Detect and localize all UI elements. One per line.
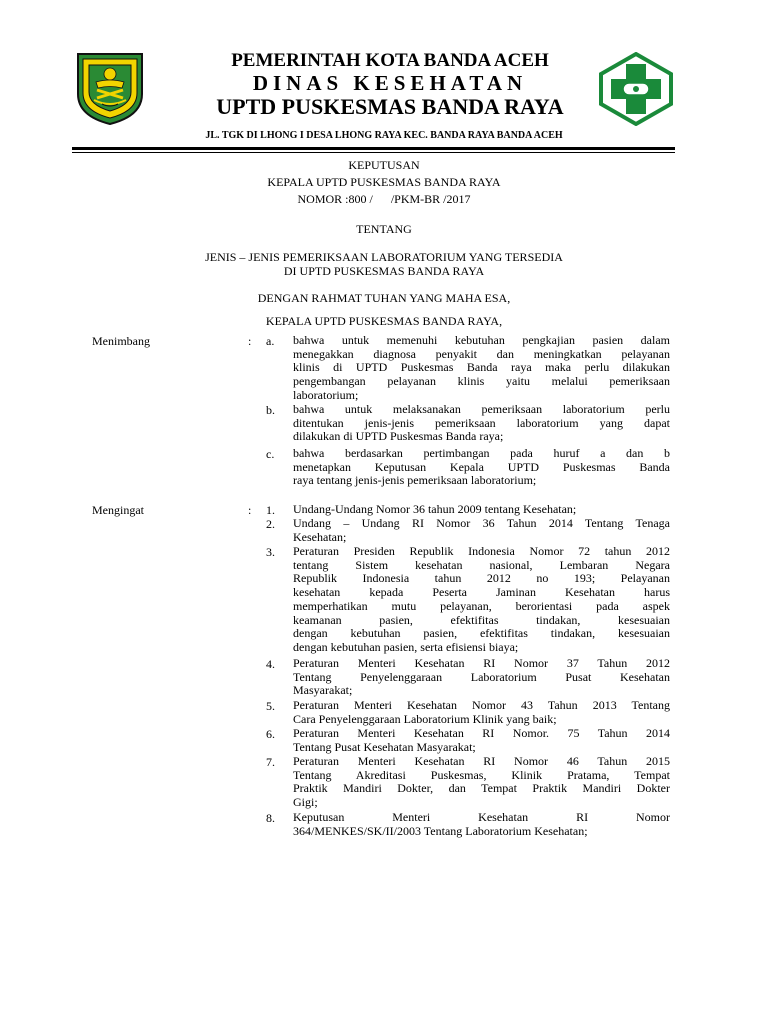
mengingat-item-2 (293, 517, 670, 544)
header-divider-thin (72, 152, 675, 153)
mengingat-item-5 (293, 699, 670, 726)
text-line: Peraturan Menteri Kesehatan RI Nomor 46 Tahun 2015 (293, 754, 670, 768)
mengingat-item-8 (293, 811, 670, 838)
text-line: Peraturan Presiden Republik Indonesia Nomor 72 tahun 2012 (293, 544, 670, 558)
text-line: bahwa untuk memenuhi kebutuhan pengkajian pasien dalam (293, 333, 670, 347)
text-line: Cara Penyelenggaraan Laboratorium Klinik yang baik; (293, 711, 557, 726)
mengingat-item-3 (293, 545, 670, 655)
header-department-title: DINAS KESEHATAN (252, 71, 528, 95)
mengingat-item-1 (293, 503, 670, 517)
text-line: Keputusan Menteri Kesehatan RI Nomor (293, 810, 670, 824)
list-marker: 4. (266, 657, 275, 671)
text-line: menegakkan diagnosa penyakit dan meningkatkan pelayanan (293, 346, 670, 361)
menimbang-colon: : (248, 334, 252, 348)
subject-line-2: DI UPTD PUSKESMAS BANDA RAYA (283, 264, 485, 278)
menimbang-item-a (293, 334, 670, 403)
puskesmas-logo-icon (597, 52, 675, 126)
text-line: 364/MENKES/SK/II/2003 Tentang Laboratorium Kesehatan; (293, 823, 588, 838)
text-line: pengembangan pelayanan klinis yaitu melalui pemeriksaan (293, 374, 670, 389)
text-line: keamanan pasien, efektifitas tindakan, kesesuaian (293, 612, 670, 627)
list-marker: 6. (266, 727, 275, 741)
mengingat-item-6 (293, 727, 670, 754)
header-divider-thick (72, 147, 675, 150)
menimbang-label: Menimbang (92, 334, 150, 348)
invocation-line: DENGAN RAHMAT TUHAN YANG MAHA ESA, (257, 291, 511, 305)
list-marker: 5. (266, 699, 275, 713)
signatory-line: KEPALA UPTD PUSKESMAS BANDA RAYA, (265, 314, 503, 328)
text-line: Peraturan Menteri Kesehatan Nomor 43 Tahun 2013 Tentang (293, 698, 670, 712)
text-line: bahwa berdasarkan pertimbangan pada huruf a dan b (293, 446, 670, 460)
decree-issuer: KEPALA UPTD PUSKESMAS BANDA RAYA (267, 175, 501, 189)
list-marker: 8. (266, 811, 275, 825)
header-institution-title: UPTD PUSKESMAS BANDA RAYA (216, 94, 564, 119)
mengingat-colon: : (248, 503, 252, 517)
mengingat-label: Mengingat (92, 503, 144, 517)
header-address: JL. TGK DI LHONG I DESA LHONG RAYA KEC. BANDA RAYA BANDA ACEH (205, 130, 563, 141)
text-line: Peraturan Menteri Kesehatan RI Nomor 37 Tahun 2012 (293, 656, 670, 670)
menimbang-item-b (293, 403, 670, 444)
text-line: bahwa untuk melaksanakan pemeriksaan laboratorium perlu (293, 402, 670, 416)
text-line: Tentang Akreditasi Puskesmas, Klinik Pratama, Tempat (293, 767, 670, 782)
text-line: dilakukan di UPTD Puskesmas Banda raya; (293, 429, 504, 444)
banda-aceh-emblem-icon (72, 50, 148, 126)
text-line: memperhatikan mutu pelayanan, berorientasi pada aspek (293, 598, 670, 613)
subject-line-1: JENIS – JENIS PEMERIKSAAN LABORATORIUM YANG TERSEDIA (205, 250, 563, 264)
text-line: Republik Indonesia tahun 2012 no 193; Pelayanan (293, 571, 670, 586)
text-line: Praktik Mandiri Dokter, dan Tempat Praktik Mandiri Dokter (293, 781, 670, 796)
text-line: Masyarakat; (293, 683, 353, 698)
list-marker: c. (266, 447, 275, 461)
text-line: Tentang Pusat Kesehatan Masyarakat; (293, 739, 476, 754)
text-line: menetapkan Keputusan Kepala UPTD Puskesmas Banda (293, 459, 670, 474)
text-line: Tentang Penyelenggaraan Laboratorium Pusat Kesehatan (293, 669, 670, 684)
text-line: Gigi; (293, 795, 318, 810)
list-marker: a. (266, 334, 275, 348)
text-line: laboratorium; (293, 387, 359, 402)
mengingat-item-7 (293, 755, 670, 810)
decree-heading: KEPUTUSAN (348, 158, 420, 172)
text-line: Undang-Undang Nomor 36 tahun 2009 tentang Kesehatan; (293, 502, 577, 516)
list-marker: 2. (266, 517, 275, 531)
text-line: Kesehatan; (293, 529, 347, 544)
list-marker: b. (266, 403, 275, 417)
list-marker: 3. (266, 545, 275, 559)
text-line: ditentukan jenis-jenis pemeriksaan laboratorium yang dapat (293, 415, 670, 430)
text-line: Peraturan Menteri Kesehatan RI Nomor. 75 Tahun 2014 (293, 726, 670, 740)
header-government-title: PEMERINTAH KOTA BANDA ACEH (231, 50, 549, 71)
text-line: Undang – Undang RI Nomor 36 Tahun 2014 Tentang Tenaga (293, 516, 670, 530)
menimbang-item-c (293, 447, 670, 488)
mengingat-item-4 (293, 657, 670, 698)
decree-number: NOMOR :800 / /PKM-BR /2017 (297, 192, 471, 206)
list-marker: 1. (266, 503, 275, 517)
text-line: raya tentang jenis-jenis pemeriksaan laboratorium; (293, 473, 537, 488)
list-marker: 7. (266, 755, 275, 769)
text-line: klinis di UPTD Puskesmas Banda raya maka perlu dilakukan (293, 360, 670, 375)
about-heading: TENTANG (356, 222, 412, 236)
text-line: dengan kebutuhan pasien, serta efisiensi biaya; (293, 639, 519, 654)
text-line: tentang Sistem kesehatan nasional, Lembaran Negara (293, 557, 670, 572)
text-line: kesehatan kepada Peserta Jaminan Kesehatan harus (293, 585, 670, 600)
text-line: dengan kebutuhan pasien, efektifitas tindakan, kesesuaian (293, 626, 670, 641)
